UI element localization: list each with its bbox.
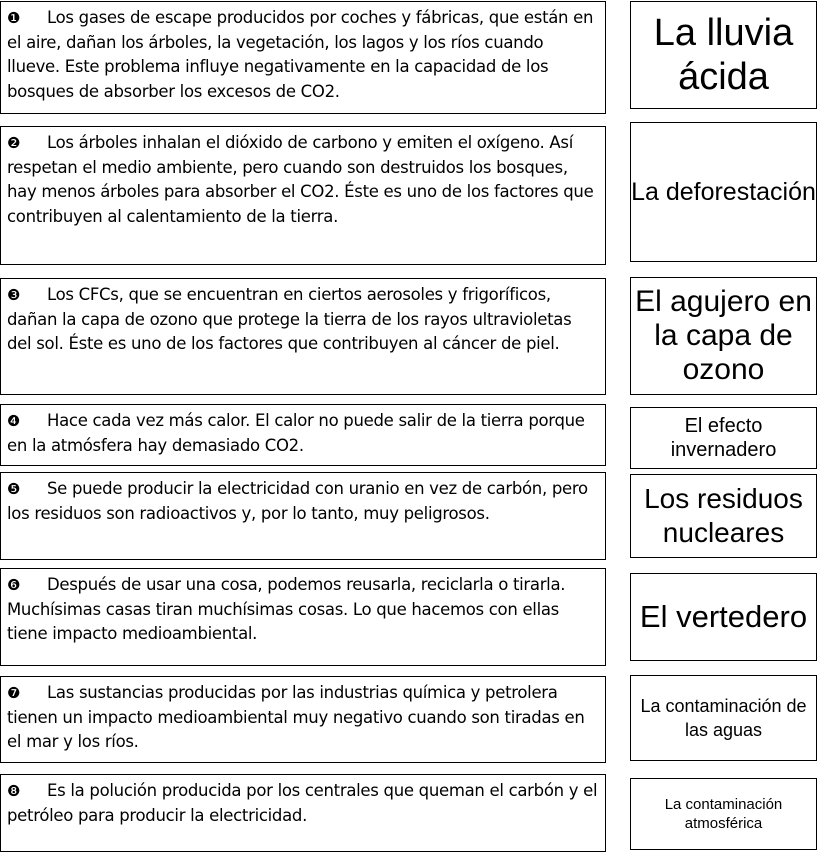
description-text-2: Los árboles inhalan el dióxido de carbono y emiten el oxígeno. Así respetan el medio ambiente, pero cuando son destruidos los bosques, hay menos árboles para absorber el CO2. Éste es uno de los factores que contribuyen al calentamiento de la tierra. (7, 133, 594, 226)
number-marker-8: ❽ (7, 782, 21, 800)
term-card-5 (630, 474, 817, 558)
term-label-8: La contaminación atmosférica (664, 796, 783, 832)
description-box-7 (0, 676, 606, 763)
term-card-6 (630, 573, 817, 661)
description-box-2 (0, 126, 606, 265)
description-box-8 (0, 774, 606, 852)
term-card-8 (630, 778, 817, 850)
description-text-6: Después de usar una cosa, podemos reusarla, reciclarla o tirarla. Muchísimas casas tiran muchísimas cosas. Lo que hacemos con ellas tiene impacto medioambiental. (7, 575, 566, 643)
number-marker-5: ❺ (7, 480, 21, 498)
description-box-1 (0, 1, 606, 114)
term-card-4 (630, 407, 817, 469)
number-marker-7: ❼ (7, 684, 21, 702)
description-box-6 (0, 568, 606, 666)
description-text-8: Es la polución producida por los centrales que queman el carbón y el petróleo para producir la electricidad. (7, 781, 598, 825)
description-text-7: Las sustancias producidas por las industrias química y petrolera tienen un impacto medioambiental muy negativo cuando son tiradas en el mar y los ríos. (7, 683, 585, 751)
term-card-2 (630, 122, 817, 262)
description-box-3 (0, 278, 606, 395)
term-label-6: El vertedero (639, 599, 808, 634)
term-card-7 (630, 675, 817, 761)
description-text-4: Hace cada vez más calor. El calor no puede salir de la tierra porque en la atmósfera hay demasiado CO2. (7, 411, 585, 455)
term-card-3 (630, 277, 817, 395)
number-marker-6: ❻ (7, 576, 21, 594)
number-marker-2: ❷ (7, 134, 21, 152)
number-marker-1: ❶ (7, 9, 21, 27)
term-label-5: Los residuos nucleares (644, 483, 803, 548)
description-box-5 (0, 472, 606, 560)
number-marker-4: ❹ (7, 412, 21, 430)
description-text-3: Los CFCs, que se encuentran en ciertos aerosoles y frigoríficos, dañan la capa de ozono que protege la tierra de los rayos ultravioletas del sol. Éste es uno de los factores que contribuyen al cáncer de piel. (7, 285, 572, 353)
term-label-3: El agujero en la capa de ozono (635, 285, 812, 386)
description-text-1: Los gases de escape producidos por coches y fábricas, que están en el aire, dañan los árboles, la vegetación, los lagos y los ríos cuando llueve. Este problema influye negativamente en la capacidad de los bosques de absorber los excesos de CO2. (7, 8, 594, 101)
description-text-5: Se puede producir la electricidad con uranio en vez de carbón, pero los residuos son radioactivos y, por lo tanto, muy peligrosos. (7, 479, 588, 523)
term-label-1: La lluvia ácida (653, 12, 794, 98)
term-card-1 (630, 1, 817, 109)
term-label-2: La deforestación (631, 177, 816, 206)
term-label-4: El efecto invernadero (670, 415, 777, 461)
number-marker-3: ❸ (7, 286, 21, 304)
term-label-7: La contaminación de las aguas (640, 696, 807, 740)
description-box-4 (0, 404, 606, 466)
